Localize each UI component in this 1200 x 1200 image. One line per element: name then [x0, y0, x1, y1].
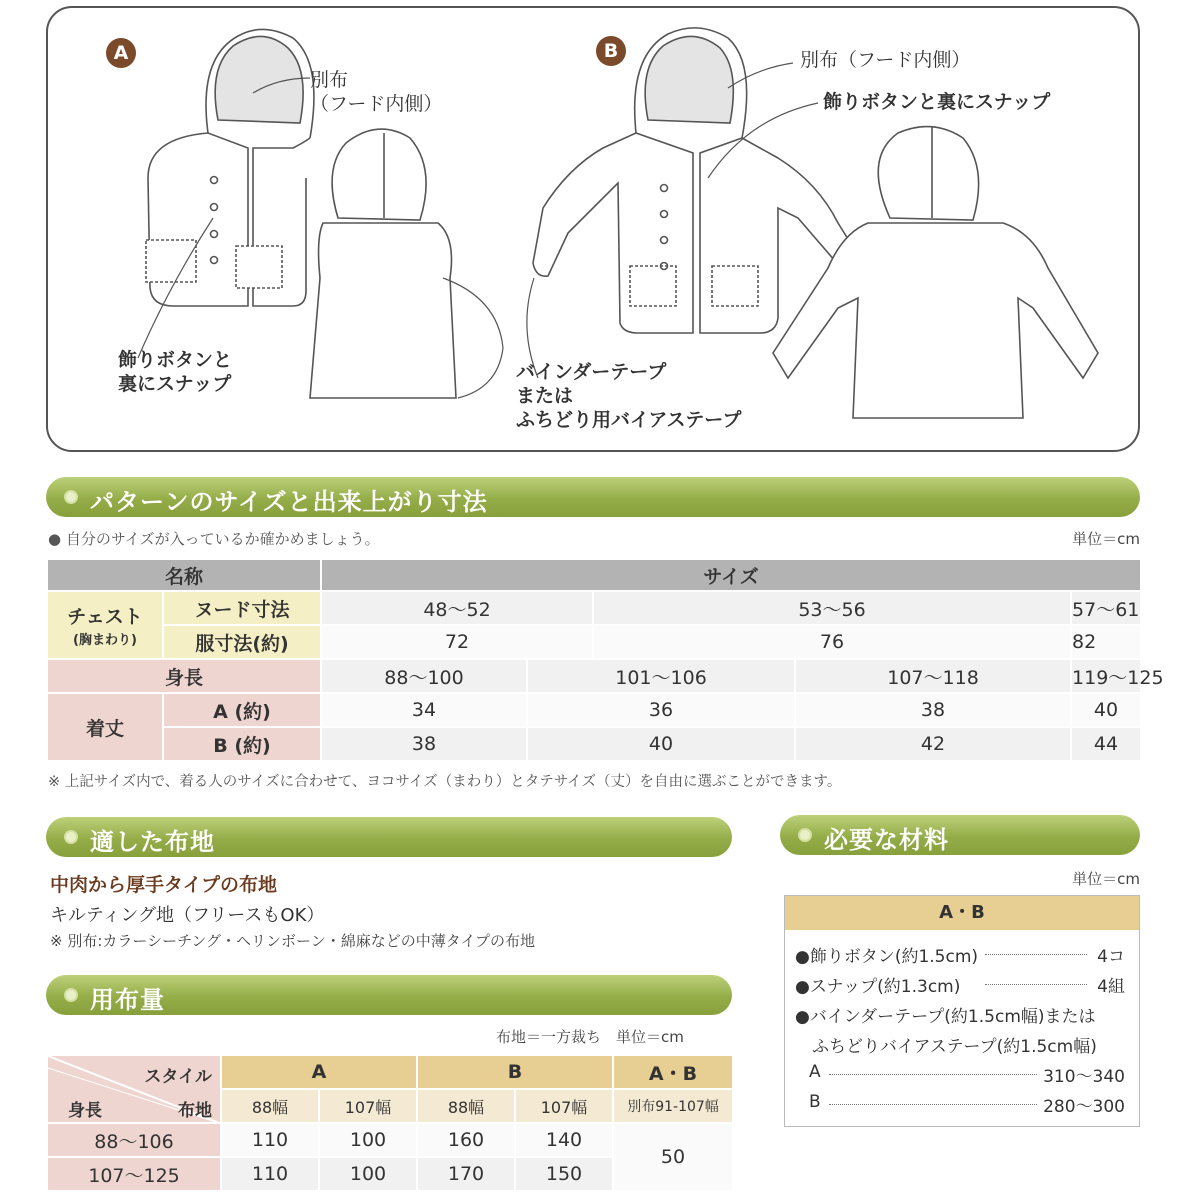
- section-header-yardage: [46, 975, 732, 1015]
- garment-value: 82: [1071, 625, 1141, 659]
- length-label: 着丈: [47, 693, 163, 761]
- leader-dots: [985, 954, 1087, 955]
- height-label: 身長: [68, 1101, 102, 1121]
- materials-unit: 単位＝cm: [1072, 870, 1140, 888]
- width-header: 88幅: [417, 1089, 515, 1123]
- materials-head: A・B: [785, 896, 1139, 930]
- size-table: [46, 558, 1164, 762]
- yardage-note: 布地＝一方裁ち 単位＝cm: [496, 1028, 684, 1046]
- bullet-icon: [798, 828, 812, 842]
- height-value: 119〜125: [1071, 659, 1141, 693]
- label-a-hood: 別布 （フード内側）: [310, 69, 443, 115]
- label-b-button: 飾りボタンと裏にスナップ: [823, 91, 1051, 113]
- width-header: 別布91-107幅: [613, 1089, 733, 1123]
- nude-value: 48〜52: [321, 591, 593, 625]
- size-unit: 単位＝cm: [1072, 530, 1140, 548]
- height-value: 88〜100: [321, 659, 527, 693]
- fabric-main: 中肉から厚手タイプの布地: [50, 874, 278, 896]
- material-value: 4組: [1094, 972, 1125, 997]
- width-header: 107幅: [319, 1089, 417, 1123]
- chest-label: [47, 591, 163, 659]
- section-header-size: [46, 477, 1140, 517]
- height-label: 身長: [47, 659, 321, 693]
- height-value: 101〜106: [527, 659, 795, 693]
- length-a-label: A (約): [163, 693, 321, 727]
- section-title-yardage: 用布量: [90, 986, 165, 1014]
- bullet-icon: [64, 830, 78, 844]
- material-label: ふちどりバイアステープ(約1.5cm幅): [795, 1037, 1097, 1057]
- style-a-badge: A: [106, 38, 136, 68]
- material-item: [795, 1032, 1125, 1057]
- material-item: [795, 1002, 1125, 1027]
- leader-dots: [829, 1104, 1037, 1105]
- section-header-materials: [780, 815, 1140, 855]
- material-value: 310〜340: [1040, 1062, 1125, 1087]
- material-label: A: [809, 1062, 821, 1082]
- jacket-back-drawing: [773, 126, 1098, 418]
- material-item: [795, 1092, 1125, 1117]
- section-header-fabric: [46, 817, 732, 857]
- length-b-value: 44: [1071, 727, 1141, 761]
- section-title-size: パターンのサイズと出来上がり寸法: [90, 488, 488, 516]
- length-b-label: B (約): [163, 727, 321, 761]
- illustration-panel: [46, 6, 1140, 452]
- nude-value: 53〜56: [593, 591, 1071, 625]
- garment-label: 服寸法(約): [163, 625, 321, 659]
- length-b-value: 38: [321, 727, 527, 761]
- yardage-ab-value: 50: [613, 1123, 733, 1191]
- chest-sub-text: (胸まわり): [73, 633, 137, 648]
- row-height: 107〜125: [47, 1157, 221, 1191]
- yardage-value: 160: [417, 1123, 515, 1157]
- length-a-value: 38: [795, 693, 1071, 727]
- vest-back-drawing: [310, 129, 456, 398]
- jacket-front-drawing: [533, 28, 863, 333]
- leader-dots: [985, 984, 1087, 985]
- style-label: スタイル: [144, 1067, 212, 1087]
- material-item: [795, 1062, 1125, 1087]
- length-b-value: 40: [527, 727, 795, 761]
- style-b-badge: B: [596, 36, 626, 66]
- material-label: ●バインダーテープ(約1.5cm幅)または: [795, 1007, 1096, 1027]
- length-b-value: 42: [795, 727, 1071, 761]
- material-label: ●スナップ(約1.3cm): [795, 977, 961, 997]
- vest-front-drawing: [146, 29, 314, 306]
- nude-label: ヌード寸法: [163, 591, 321, 625]
- bullet-icon: [64, 490, 78, 504]
- garment-value: 72: [321, 625, 593, 659]
- yardage-value: 150: [515, 1157, 613, 1191]
- yardage-value: 100: [319, 1157, 417, 1191]
- height-value: 107〜118: [795, 659, 1071, 693]
- label-binder-tape: バインダーテープ または ふちどり用バイアステープ: [516, 361, 742, 431]
- fabric-label: 布地: [178, 1101, 212, 1121]
- width-header: 88幅: [221, 1089, 319, 1123]
- length-a-value: 40: [1071, 693, 1141, 727]
- fabric-note: ※ 別布:カラーシーチング・ヘリンボーン・綿麻などの中薄タイプの布地: [50, 932, 535, 950]
- length-a-value: 34: [321, 693, 527, 727]
- yardage-value: 140: [515, 1123, 613, 1157]
- size-note: ● 自分のサイズが入っているか確かめましょう。: [48, 530, 380, 548]
- style-height-header: [47, 1055, 221, 1123]
- col-ab-header: A・B: [613, 1055, 733, 1089]
- section-title-materials: 必要な材料: [824, 826, 949, 854]
- label-a-button: 飾りボタンと 裏にスナップ: [118, 349, 233, 395]
- header-name: 名称: [47, 559, 321, 591]
- material-item: [795, 972, 1125, 997]
- material-label: B: [809, 1092, 821, 1112]
- nude-value: 57〜61: [1071, 591, 1141, 625]
- yardage-value: 100: [319, 1123, 417, 1157]
- yardage-value: 110: [221, 1123, 319, 1157]
- material-value: 4コ: [1094, 942, 1125, 967]
- material-item: [795, 942, 1125, 967]
- col-b-header: B: [417, 1055, 613, 1089]
- label-b-hood: 別布（フード内側）: [800, 49, 971, 71]
- material-value: 280〜300: [1040, 1092, 1125, 1117]
- yardage-value: 110: [221, 1157, 319, 1191]
- chest-label-text: チェスト: [67, 606, 143, 628]
- materials-box: [784, 895, 1140, 1127]
- leader-dots: [829, 1074, 1037, 1075]
- width-header: 107幅: [515, 1089, 613, 1123]
- bullet-icon: [64, 988, 78, 1002]
- length-a-value: 36: [527, 693, 795, 727]
- section-title-fabric: 適した布地: [90, 828, 215, 856]
- yardage-value: 170: [417, 1157, 515, 1191]
- fabric-sub: キルティング地（フリースもOK）: [50, 905, 325, 926]
- col-a-header: A: [221, 1055, 417, 1089]
- garment-value: 76: [593, 625, 1071, 659]
- material-label: ●飾りボタン(約1.5cm): [795, 947, 979, 967]
- size-footnote: ※ 上記サイズ内で、着る人のサイズに合わせて、ヨコサイズ（まわり）とタテサイズ（丈）を自由に選ぶことができます。: [48, 774, 842, 790]
- yardage-table: [46, 1054, 734, 1192]
- row-height: 88〜106: [47, 1123, 221, 1157]
- header-size: サイズ: [321, 559, 1141, 591]
